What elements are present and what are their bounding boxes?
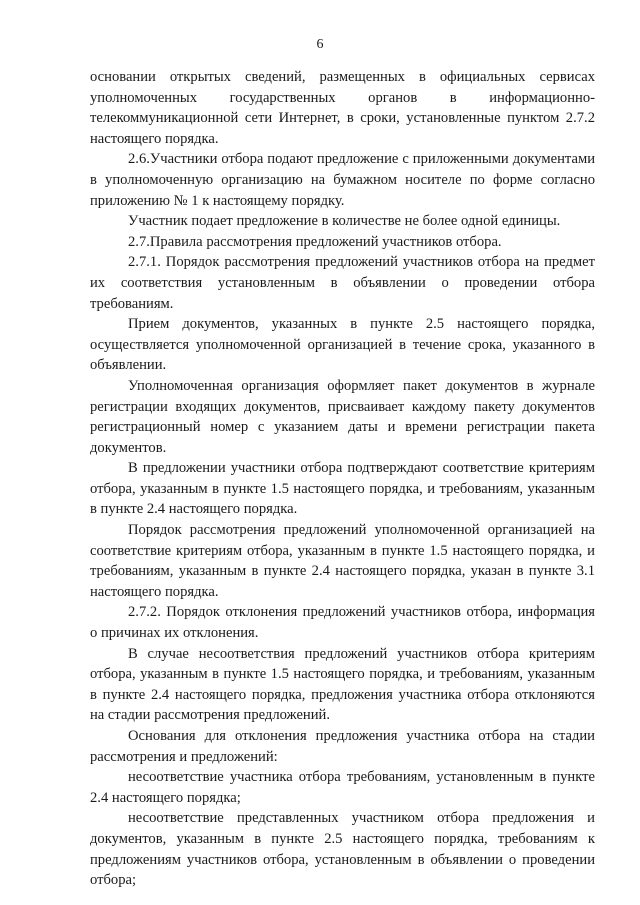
document-body (90, 67, 595, 891)
paragraph: 2.6.Участники отбора подают предложение с приложенными документами в уполномоченную организацию на бумажном носителе по форме согласно приложению № 1 к настоящему порядку. (90, 151, 595, 209)
paragraph: Уполномоченная организация оформляет пакет документов в журнале регистрации входящих документов, присваивает каждому пакету документов регистрационный номер с указанием даты и времени регистрации пакета документов. (90, 377, 595, 456)
paragraph: 2.7.1. Порядок рассмотрения предложений участников отбора на предмет их соответствия установленным в объявлении о проведении отбора требованиям. (90, 254, 595, 312)
paragraph: 2.7.2. Порядок отклонения предложений участников отбора, информация о причинах их отклонения. (90, 604, 595, 642)
paragraph: 2.7.Правила рассмотрения предложений участников отбора. (128, 233, 502, 250)
page-number: 6 (316, 37, 324, 52)
paragraph: несоответствие участника отбора требованиям, установленным в пункте 2.4 настоящего порядка; (90, 769, 595, 806)
paragraph: Порядок рассмотрения предложений уполномоченной организацией на соответствие критериям отбора, указанным в пункте 1.5 настоящего порядка, и требованиям, указанным в пункте 2.4 настоящего порядка, указан в пункте 3.1 настоящего порядка. (90, 522, 595, 600)
paragraph: В предложении участники отбора подтверждают соответствие критериям отбора, указанным в пункте 1.5 настоящего порядка, и требованиям, указанным в пункте 2.4 настоящего порядка. (90, 460, 595, 518)
paragraph: несоответствие представленных участником отбора предложения и документов, указанным в пункте 2.5 настоящего порядка, требованиям к предложениям участников отбора, установленным в объявлении о проведении отбора; (90, 810, 595, 889)
paragraph: В случае несоответствия предложений участников отбора критериям отбора, указанным в пункте 1.5 настоящего порядка, и требованиям, указанным в пункте 2.4 настоящего порядка, предложения участника отбора отклоняются на стадии рассмотрения предложений. (90, 645, 595, 724)
paragraph: основании открытых сведений, размещенных в официальных сервисах уполномоченных государственных органов в информационно-телекоммуникационной сети Интернет, в сроки, установленные пунктом 2.7.2 настоящего порядка. (90, 69, 595, 147)
paragraph: Прием документов, указанных в пункте 2.5 настоящего порядка, осуществляется уполномоченной организацией в течение срока, указанного в объявлении. (90, 316, 595, 374)
paragraph: Основания для отклонения предложения участника отбора на стадии рассмотрения и предложений: (90, 728, 595, 765)
paragraph: Участник подает предложение в количестве не более одной единицы. (128, 213, 561, 230)
